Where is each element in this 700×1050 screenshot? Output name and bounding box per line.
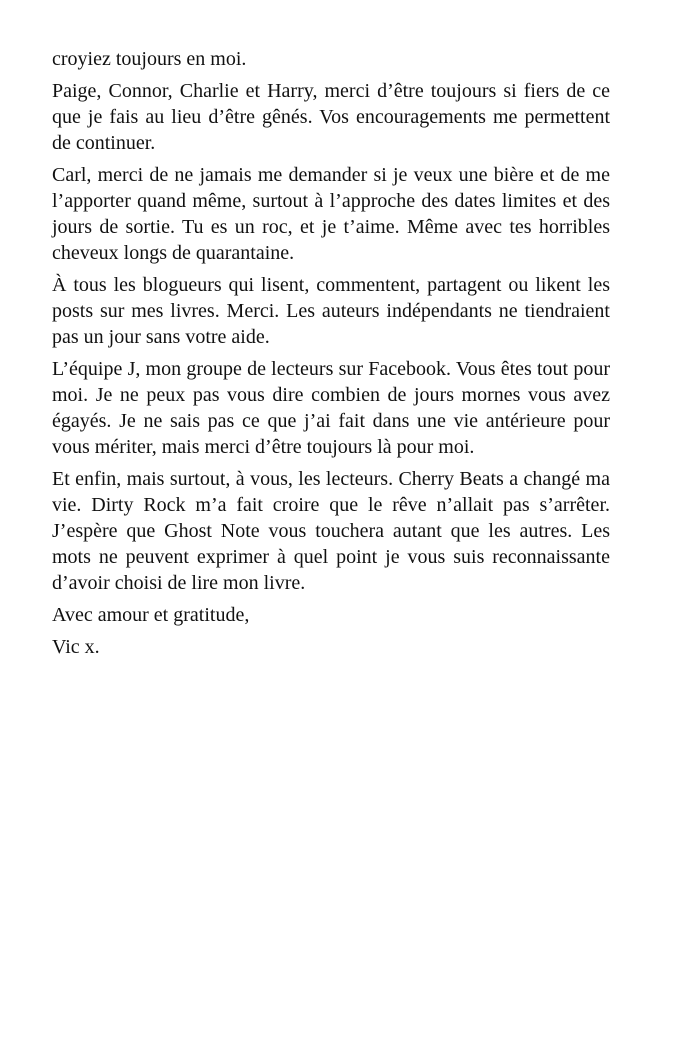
paragraph-5: L’équipe J, mon groupe de lecteurs sur Facebook. Vous êtes tout pour moi. Je ne peux pas vous dire combien de jours mornes vous avez égayés. Je ne sais pas ce que j’ai fait dans une vie antérieure pour vous mériter, mais merci d’être toujours là pour moi.	[52, 358, 610, 458]
paragraph-3: Carl, merci de ne jamais me demander si je veux une bière et de me l’apporter quand même, surtout à l’approche des dates limites et des jours de sortie. Tu es un roc, et je t’aime. Même avec tes horribles cheveux longs de quarantaine.	[52, 164, 610, 264]
paragraph-6: Et enfin, mais surtout, à vous, les lecteurs. Cherry Beats a changé ma vie. Dirty Rock m’a fait croire que le rêve n’allait pas s’arrêter. J’espère que Ghost Note vous touchera autant que les autres. Les mots ne peuvent exprimer à quel point je vous suis reconnaissante d’avoir choisi de lire mon livre.	[52, 468, 610, 594]
paragraph-2: Paige, Connor, Charlie et Harry, merci d’être toujours si fiers de ce que je fais au lieu d’être gênés. Vos encouragements me permettent de continuer.	[52, 80, 610, 154]
body-text	[52, 46, 610, 666]
signature: Vic x.	[52, 636, 100, 658]
closing-line: Avec amour et gratitude,	[52, 604, 250, 626]
paragraph-4: À tous les blogueurs qui lisent, commentent, partagent ou likent les posts sur mes livres. Merci. Les auteurs indépendants ne tiendraient pas un jour sans votre aide.	[52, 274, 610, 348]
paragraph-1: croyiez toujours en moi.	[52, 48, 247, 70]
